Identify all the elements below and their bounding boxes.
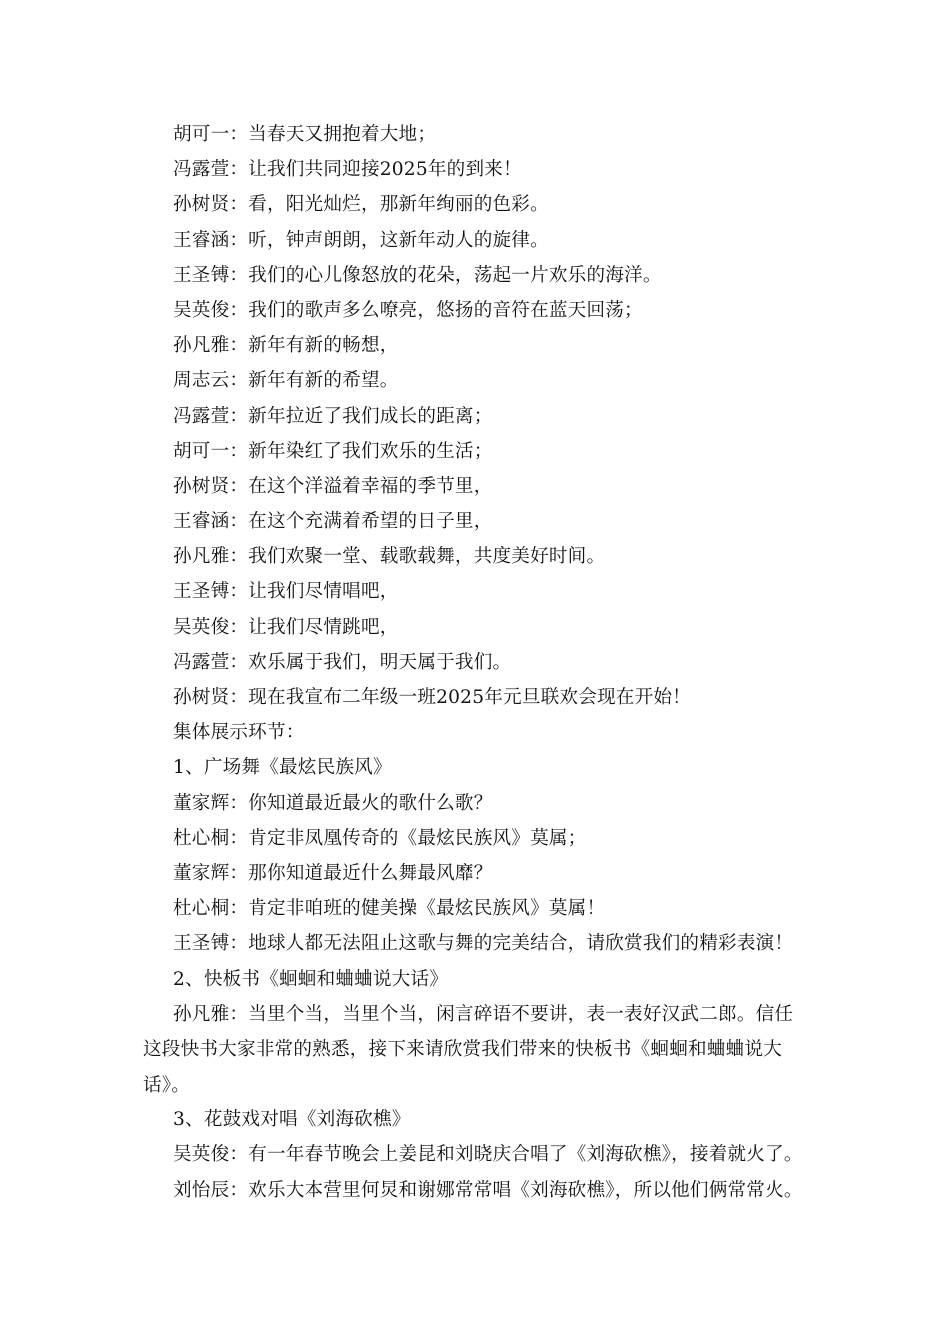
- dialogue-paragraph: [143, 997, 823, 1103]
- dialogue-line: 杜心桐：肯定非咱班的健美操《最炫民族风》莫属！: [173, 898, 606, 920]
- dialogue-line: 吴英俊：有一年春节晚会上姜昆和刘晓庆合唱了《刘海砍樵》，接着就火了。: [173, 1144, 803, 1166]
- dialogue-line: 孙凡雅：我们欢聚一堂、载歌载舞，共度美好时间。: [173, 546, 606, 568]
- paragraph-line: 话》。: [143, 1074, 191, 1096]
- program-heading: 1、广场舞《最炫民族风》: [173, 757, 392, 779]
- dialogue-line: 孙树贤：在这个洋溢着幸福的季节里，: [173, 475, 493, 497]
- dialogue-line: 胡可一：当春天又拥抱着大地；: [173, 124, 437, 145]
- dialogue-line: 冯露萱：欢乐属于我们，明天属于我们。: [173, 651, 512, 673]
- paragraph-line: 这段快书大家非常的熟悉，接下来请欣赏我们带来的快板书《蛔蛔和蛐蛐说大: [143, 1039, 782, 1061]
- dialogue-line: 吴英俊：让我们尽情跳吧，: [173, 616, 399, 638]
- dialogue-line: 胡可一：新年染红了我们欢乐的生活；: [173, 440, 493, 462]
- dialogue-line: 王圣镈：让我们尽情唱吧，: [173, 581, 399, 603]
- dialogue-line: 吴英俊：我们的歌声多么嘹亮，悠扬的音符在蓝天回荡；: [173, 299, 643, 321]
- dialogue-line: 董家辉：那你知道最近什么舞最风靡？: [173, 862, 493, 884]
- section-heading: 集体展示环节：: [173, 722, 305, 744]
- program-heading: 3、花鼓戏对唱《刘海砍樵》: [173, 1109, 411, 1131]
- dialogue-line: 董家辉：你知道最近最火的歌什么歌？: [173, 792, 493, 814]
- dialogue-line: 冯露萱：让我们共同迎接2025年的到来！: [173, 159, 522, 181]
- dialogue-line: 王圣镈：我们的心儿像怒放的花朵，荡起一片欢乐的海洋。: [173, 264, 662, 286]
- dialogue-line: 孙树贤：看，阳光灿烂，那新年绚丽的色彩。: [173, 194, 549, 216]
- dialogue-line: 冯露萱：新年拉近了我们成长的距离；: [173, 405, 493, 427]
- document-body: [143, 122, 823, 1213]
- program-heading: 2、快板书《蛔蛔和蛐蛐说大话》: [173, 968, 449, 990]
- dialogue-line: 王睿涵：听，钟声朗朗，这新年动人的旋律。: [173, 229, 549, 251]
- dialogue-line: 王睿涵：在这个充满着希望的日子里，: [173, 511, 493, 533]
- dialogue-line: 孙树贤：现在我宣布二年级一班2025年元旦联欢会现在开始！: [173, 687, 691, 708]
- dialogue-line: 杜心桐：肯定非凤凰传奇的《最炫民族风》莫属；: [173, 827, 587, 849]
- dialogue-line: 刘怡辰：欢乐大本营里何炅和谢娜常常唱《刘海砍樵》，所以他们俩常常火。: [173, 1179, 803, 1201]
- dialogue-line: 王圣镈：地球人都无法阻止这歌与舞的完美结合，请欣赏我们的精彩表演！: [173, 933, 794, 955]
- paragraph-line: 孙凡雅：当里个当，当里个当，闲言碎语不要讲，表一表好汉武二郎。信任: [173, 1004, 794, 1026]
- dialogue-line: 周志云：新年有新的希望。: [173, 370, 399, 392]
- dialogue-line: 孙凡雅：新年有新的畅想，: [173, 335, 399, 357]
